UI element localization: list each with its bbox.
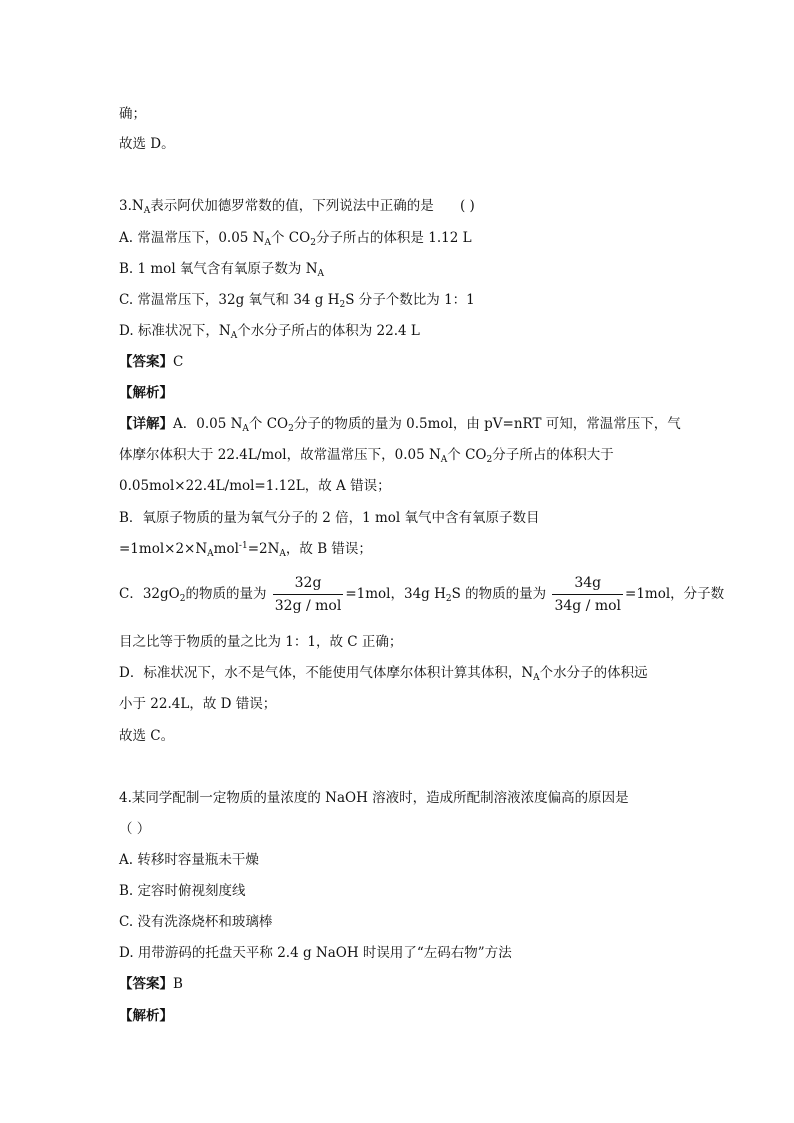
- text: D. 用带游码的托盘天平称 2.4 g NaOH 时误用了“左码右物”方法: [119, 945, 512, 961]
- fraction-denominator: 32g / mol: [273, 594, 344, 616]
- analysis-tag: 【解析】: [119, 385, 173, 401]
- text: B. 定容时俯视刻度线: [119, 883, 246, 899]
- text: A. 转移时容量瓶未干燥: [119, 852, 259, 868]
- subscript: A: [207, 549, 214, 559]
- subscript: A: [533, 673, 540, 683]
- analysis-line: [119, 383, 173, 403]
- text-line: [119, 104, 146, 124]
- text: A．0.05 N: [173, 416, 243, 432]
- q4-analysis-line: [119, 1006, 173, 1026]
- subscript: 2: [486, 455, 493, 465]
- subscript: A: [143, 206, 151, 216]
- subscript: 2: [445, 594, 452, 604]
- q4-answer-line: [119, 974, 183, 994]
- detail-tag: 【详解】: [119, 416, 173, 432]
- text: =1mol×2×N: [119, 541, 208, 557]
- text: ，故 B 错误；: [285, 541, 372, 557]
- text: 个 CO: [447, 447, 487, 463]
- question-3-stem: [119, 196, 475, 216]
- subscript: A: [264, 238, 271, 248]
- text: 分子所占的体积大于: [492, 447, 614, 463]
- text: 体摩尔体积大于 22.4L/mol，故常温常压下，0.05 N: [119, 447, 441, 463]
- option-c: [119, 290, 475, 310]
- text: 确；: [119, 106, 146, 122]
- detail-line-6: [119, 572, 724, 616]
- detail-line-7: [119, 632, 402, 652]
- fraction: [273, 573, 344, 616]
- text: 小于 22.4L，故 D 错误；: [119, 696, 277, 712]
- q4-option-c: [119, 912, 272, 932]
- text: C．32gO: [119, 586, 180, 602]
- detail-line-5: [119, 539, 372, 559]
- answer-line: [119, 352, 183, 372]
- detail-line-9: [119, 694, 276, 714]
- option-a: [119, 228, 472, 248]
- question-4-paren: [119, 819, 150, 839]
- subscript: 2: [179, 594, 186, 604]
- text: S 的物质的量为: [451, 586, 547, 602]
- answer-tag: 【答案】: [119, 976, 173, 992]
- answer-value: B: [173, 976, 183, 992]
- detail-line-10: [119, 726, 174, 746]
- detail-line-4: [119, 508, 540, 528]
- subscript: A: [279, 549, 286, 559]
- text: 个 CO: [271, 230, 311, 246]
- subscript: 2: [288, 424, 294, 434]
- text: 故选 C。: [119, 728, 175, 744]
- text: 个水分子的体积远: [539, 665, 648, 681]
- fraction-numerator: 32g: [294, 575, 322, 591]
- text: S 分子个数比为 1：1: [345, 292, 475, 308]
- text: 分子的物质的量为 0.5mol，由 pV=nRT 可知，常温常压下，气: [293, 416, 681, 432]
- detail-line-1: [119, 414, 681, 434]
- q4-option-d: [119, 943, 512, 963]
- text-line: [119, 134, 175, 154]
- subscript: A: [317, 269, 325, 279]
- detail-line-2: [119, 445, 614, 465]
- text: 个水分子所占的体积为 22.4 L: [237, 323, 420, 339]
- subscript: A: [440, 455, 448, 465]
- subscript: A: [230, 331, 238, 341]
- answer-blank: ( ): [460, 198, 475, 214]
- fraction-denominator: 34g / mol: [552, 594, 623, 616]
- text: B. 1 mol 氧气含有氧原子数为 N: [119, 261, 318, 277]
- text: 0.05mol×22.4L/mol=1.12L，故 A 错误；: [119, 478, 391, 494]
- subscript: 2: [339, 300, 346, 310]
- text: =1mol，34g H: [345, 586, 446, 602]
- question-4-stem: [119, 788, 629, 808]
- text: 表示阿伏加德罗常数的值，下列说法中正确的是: [150, 198, 434, 214]
- option-d: [119, 321, 420, 341]
- answer-tag: 【答案】: [119, 354, 173, 370]
- text: C. 没有洗涤烧杯和玻璃棒: [119, 914, 273, 930]
- answer-value: C: [173, 354, 184, 370]
- fraction: [552, 573, 623, 616]
- text: A. 常温常压下，0.05 N: [119, 230, 265, 246]
- text: =1mol，分子数: [625, 586, 725, 602]
- subscript: 2: [310, 238, 316, 248]
- subscript: A: [242, 424, 249, 434]
- text: D．标准状况下，水不是气体，不能使用气体摩尔体积计算其体积，N: [119, 665, 534, 681]
- text: 3.N: [119, 198, 144, 214]
- superscript: -1: [238, 541, 248, 551]
- text: 故选 D。: [119, 136, 175, 152]
- text: 目之比等于物质的量之比为 1：1，故 C 正确；: [119, 634, 403, 650]
- text: 4.某同学配制一定物质的量浓度的 NaOH 溶液时，造成所配制溶液浓度偏高的原因是: [119, 790, 629, 806]
- text: 的物质的量为: [185, 586, 267, 602]
- option-b: [119, 259, 324, 279]
- text: 分子所占的体积是 1.12 L: [315, 230, 472, 246]
- q4-option-b: [119, 881, 246, 901]
- text: D. 标准状况下，N: [119, 323, 231, 339]
- detail-line-8: [119, 663, 648, 683]
- text: mol: [213, 541, 239, 557]
- text: C. 常温常压下，32g 氧气和 34 g H: [119, 292, 340, 308]
- text: B．氧原子物质的量为氧气分子的 2 倍，1 mol 氧气中含有氧原子数目: [119, 510, 540, 526]
- detail-line-3: [119, 476, 391, 496]
- q4-option-a: [119, 850, 259, 870]
- analysis-tag: 【解析】: [119, 1008, 173, 1024]
- text: =2N: [247, 541, 280, 557]
- fraction-numerator: 34g: [574, 575, 602, 591]
- text: 个 CO: [248, 416, 289, 432]
- answer-blank: （ ）: [119, 821, 151, 837]
